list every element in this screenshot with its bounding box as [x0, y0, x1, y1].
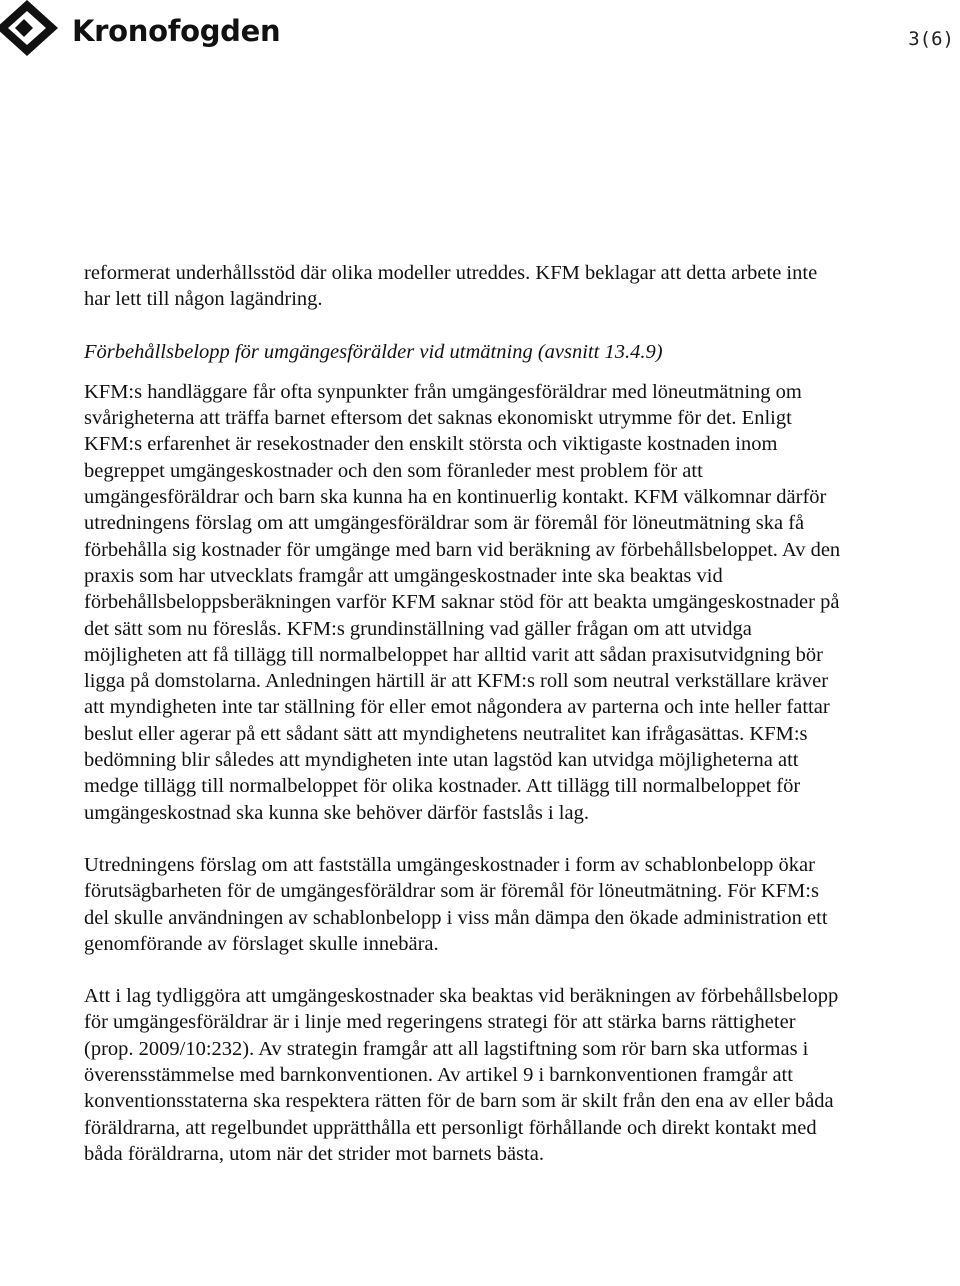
- page-number: 3(6): [908, 28, 954, 50]
- paragraph-1: KFM:s handläggare får ofta synpunkter från umgängesföräldrar med löneutmätning om svårigheterna att träffa barnet eftersom det saknas ekonomiskt utrymme för det. Enligt KFM:s erfarenhet är resekostnader den enskilt största och viktigaste kostnaden inom begreppet umgängeskostnader och den som föranleder mest problem för att umgängesföräldrar och barn ska kunna ha en kontinuerlig kontakt. KFM välkomnar därför utredningens förslag om att umgängesföräldrar som är föremål för löneutmätning ska få förbehålla sig kostnader för umgänge med barn vid beräkning av förbehållsbeloppet. Av den praxis som har utvecklats framgår att umgängeskostnader inte ska beaktas vid förbehållsbeloppsberäkningen varför KFM saknar stöd för att beakta umgängeskostnader på det sätt som nu föreslås. KFM:s grundinställning vad gäller frågan om att utvidga möjligheten att få tillägg till normalbeloppet har alltid varit att sådan praxisutvidgning bör ligga på domstolarna. Anledningen härtill är att KFM:s roll som neutral verkställare kräver att myndigheten inte tar ställning för eller emot någondera av parterna och inte heller fattar beslut eller agerar på ett sådant sätt att myndighetens neutralitet kan ifrågasättas. KFM:s bedömning blir således att myndigheten inte utan lagstöd kan utvidga möjligheterna att medge tillägg till normalbeloppet för olika kostnader. Att tillägg till normalbeloppet för umgängeskostnad ska kunna ske behöver därför fastslås i lag.: [84, 380, 841, 824]
- section-heading: Förbehållsbelopp för umgängesförälder vid utmätning (avsnitt 13.4.9): [84, 340, 663, 363]
- brand-name: Kronofogden: [72, 14, 281, 48]
- diamond-logo-icon: [0, 0, 66, 56]
- document-body: [84, 260, 844, 1167]
- intro-paragraph: reformerat underhållsstöd där olika modeller utreddes. KFM beklagar att detta arbete inte har lett till någon lagändring.: [84, 262, 818, 311]
- paragraph-3: Att i lag tydliggöra att umgängeskostnader ska beaktas vid beräkningen av förbehållsbelopp för umgängesföräldrar är i linje med regeringens strategi för att stärka barns rättigheter (prop. 2009/10:232). Av strategin framgår att all lagstiftning som rör barn ska utformas i överensstämmelse med barnkonventionen. Av artikel 9 i barnkonventionen framgår att konventionsstaterna ska respektera rätten för de barn som är skilt från den ena av eller båda föräldrarna, att regelbundet upprätthålla ett personligt förhållande och direkt kontakt med båda föräldrarna, utom när det strider mot barnets bästa.: [84, 985, 839, 1165]
- paragraph-2: Utredningens förslag om att fastställa umgängeskostnader i form av schablonbelopp ökar förutsägbarheten för de umgängesföräldrar som är föremål för löneutmätning. För KFM:s del skulle användningen av schablonbelopp i viss mån dämpa den ökade administration ett genomförande av förslaget skulle innebära.: [84, 853, 828, 955]
